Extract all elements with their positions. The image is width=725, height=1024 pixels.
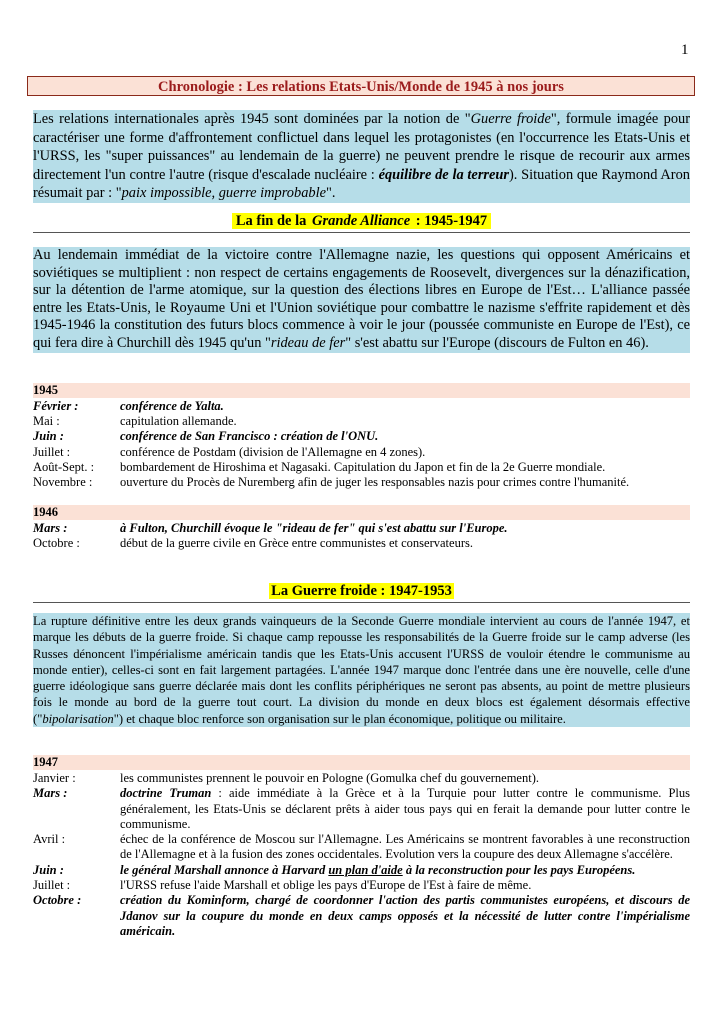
- document-title: Chronologie : Les relations Etats-Unis/Monde de 1945 à nos jours: [27, 76, 695, 96]
- emphasis-guerre-froide: Guerre froide: [470, 111, 551, 127]
- event-month: Juin :: [33, 862, 64, 877]
- event-row: [33, 832, 690, 863]
- emphasis-aron-quote: paix impossible, guerre improbable: [121, 185, 326, 202]
- event-text: bombardement de Hiroshima et Nagasaki. Capitulation du Japon et fin de la 2e Guerre mondiale.: [120, 459, 606, 474]
- event-row: [33, 536, 690, 551]
- year-header-1946: 1946: [33, 505, 690, 520]
- event-row: [33, 429, 690, 444]
- event-month: Avril :: [33, 832, 66, 847]
- event-row: [33, 445, 690, 460]
- event-row: [33, 771, 690, 786]
- event-month: Mai :: [33, 414, 60, 429]
- event-list-1947: [33, 771, 690, 939]
- event-month: Juin :: [33, 429, 64, 444]
- event-month: Octobre :: [33, 893, 82, 908]
- event-row: [33, 786, 690, 832]
- event-text: l'URSS refuse l'aide Marshall et oblige les pays d'Europe de l'Est à faire de même.: [120, 878, 532, 893]
- event-row: [33, 893, 690, 939]
- event-month: Juillet :: [33, 444, 71, 459]
- event-list-1945: [33, 399, 690, 490]
- event-row: [33, 878, 690, 893]
- event-text: ouverture du Procès de Nuremberg afin de juger les responsables nazis pour crimes contre l'humanité.: [120, 475, 630, 490]
- emphasis-equilibre-terreur: équilibre de la terreur: [378, 166, 510, 183]
- section-heading-guerre-froide: La Guerre froide : 1947-1953: [33, 582, 690, 603]
- event-text: début de la guerre civile en Grèce entre communistes et conservateurs.: [120, 536, 473, 551]
- emphasis-rideau-de-fer: rideau de fer: [270, 334, 346, 351]
- emphasis-bipolarisation: bipolarisation: [42, 711, 114, 726]
- event-text: le général Marshall annonce à Harvard un plan d'aide à la reconstruction pour les pays Européens.: [120, 862, 636, 877]
- event-text: conférence de San Francisco : création de l'ONU.: [120, 429, 379, 444]
- event-month: Novembre :: [33, 475, 93, 490]
- event-row: [33, 863, 690, 878]
- underlined-plan-aide: un plan d'aide: [328, 862, 403, 877]
- event-month: Octobre :: [33, 536, 80, 551]
- event-text: conférence de Yalta.: [120, 399, 224, 413]
- year-header-1945: 1945: [33, 383, 690, 398]
- event-row: [33, 460, 690, 475]
- intro-paragraph: Les relations internationales après 1945 sont dominées par la notion de "Guerre froide", formule imagée pour caractériser une forme d'affrontement conflictuel dans lequel les protagonistes (en l'occurrence les Etats-Unis et l'URSS, les "super puissances" au lendemain de la guerre) ne peuvent prendre le risque de recourir aux armes directement l'un contre l'autre (risque d'escalade nucléaire : équilibre de la terreur). Situation que Raymond Aron résumait par : "paix impossible, guerre improbable".: [33, 111, 690, 202]
- event-row: [33, 399, 690, 414]
- event-text: à Fulton, Churchill évoque le "rideau de fer" qui s'est abattu sur l'Europe.: [120, 521, 508, 535]
- event-row: [33, 521, 690, 536]
- page-number: 1: [681, 42, 689, 58]
- year-header-1947: 1947: [33, 755, 690, 770]
- event-text: création du Kominform, chargé de coordonner l'action des partis communistes européens, et discours de Jdanov sur la coupure du monde en deux camps opposés et la nécessité de lutter contre l'impérialisme américain.: [120, 893, 690, 938]
- guerre-froide-paragraph: La rupture définitive entre les deux grands vainqueurs de la Seconde Guerre mondiale intervient au cours de l'année 1947, et marque les débuts de la guerre froide. Si chaque camp repousse les responsabilités de la Guerre froide sur le camp adverse (les Russes dénoncent l'impérialisme américain tandis que les Etats-Unis accusent l'URSS de vouloir étendre le communisme au monde entier), celles-ci sont en fait largement partagées. L'année 1947 marque donc l'entrée dans une ère nouvelle, celle d'une guerre idéologique sans guerre déclarée mais dont les conflits périphériques ne seront pas absents, au point de mettre plusieurs fois le monde au bord de la guerre tout court. La division du monde en deux blocs est également désormais effective ("bipolarisation") et chaque bloc renforce son organisation sur le plan économique, politique ou militaire.: [33, 614, 690, 726]
- event-row: [33, 475, 690, 490]
- event-month: Mars :: [33, 521, 68, 535]
- event-month: Février :: [33, 399, 79, 413]
- event-month: Janvier :: [33, 771, 76, 785]
- event-list-1946: [33, 521, 690, 551]
- event-month: Juillet :: [33, 878, 71, 893]
- event-row: [33, 414, 690, 429]
- event-text: conférence de Postdam (division de l'Allemagne en 4 zones).: [120, 444, 426, 459]
- event-text: échec de la conférence de Moscou sur l'Allemagne. Les Américains se montrent favorables à une reconstruction de l'Allemagne et à la fusion des zones occidentales. Evolution vers la coupure des deux Allemagne s'accélère.: [120, 832, 690, 862]
- event-text: capitulation allemande.: [120, 414, 237, 429]
- event-text: doctrine Truman : aide immédiate à la Grèce et à la Turquie pour lutter contre le communisme. Plus généralement, les Etats-Unis se déclarent prêts à aider tous pays qui en ferait la demande pour lutter contre le communisme.: [120, 786, 690, 831]
- grande-alliance-paragraph: Au lendemain immédiat de la victoire contre l'Allemagne nazie, les questions qui opposent Américains et soviétiques se multiplient : non respect de certains engagements de Roosevelt, divergences sur la dénazification, sur la détention de l'arme atomique, sur la question des élections libres en Europe de l'Est… L'alliance passée entre les Etats-Unis, le Royaume Uni et l'Union soviétique pour combattre le nazisme s'effrite rapidement et dès 1945-1946 la constitution des futurs blocs commence à voir le jour (poussée communiste en Europe de l'Est), ce qui fera dire à Churchill dès 1945 qu'un "rideau de fer" s'est abattu sur l'Europe (discours de Fulton en 46).: [33, 247, 690, 351]
- event-text: les communistes prennent le pouvoir en Pologne (Gomulka chef du gouvernement).: [120, 771, 539, 785]
- event-month: Mars :: [33, 786, 68, 801]
- event-month: Août-Sept. :: [33, 459, 95, 474]
- section-heading-grande-alliance: La fin de la Grande Alliance : 1945-1947: [33, 212, 690, 233]
